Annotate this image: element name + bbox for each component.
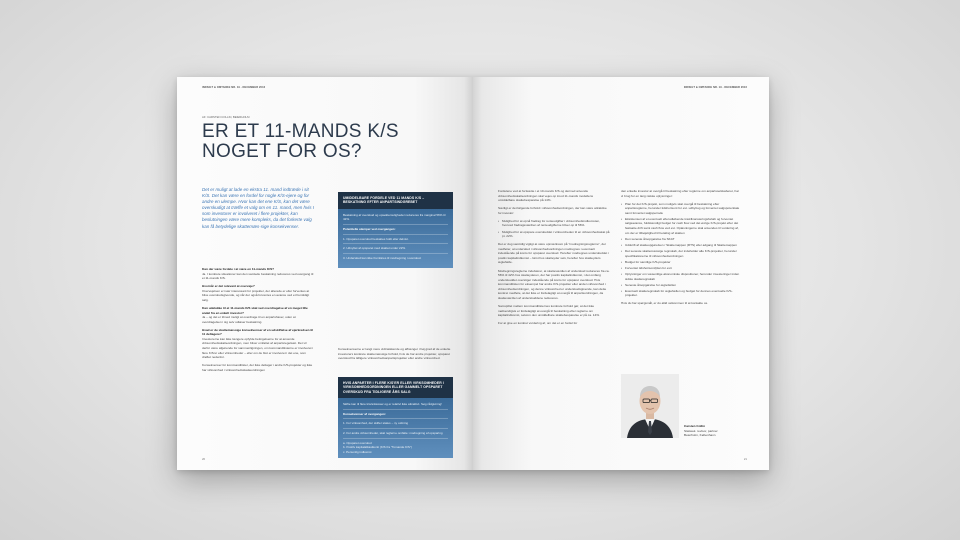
info-box-row: 3. Underskud kan ikke fremføres til modregning i overskud. — [343, 255, 422, 260]
paragraph: Hvis du har spørgsmål, er du altid velkommen til at kontakte os. — [621, 301, 709, 306]
info-box-advantages — [338, 192, 453, 268]
qa-answer: Ja. I konkrete situationer kan den samlede beskatning reduceres ved overgang til et 11-mands K/S. — [202, 271, 314, 281]
info-box-row: b. Positiv kapitalafkastkonti (K/S fra "Tomande K/S") — [343, 445, 412, 450]
headline-line-2: NOGET FOR OS? — [202, 141, 362, 162]
list-item: • Forventet tidshorisont/plan for exit — [621, 266, 741, 271]
paragraph: Fordelene ved at fortsætte i et 10-mands K/S og dermed anvende virksomhedsskatteordningen skal vejes op imod 11-mands modellens umiddelbare skattebesparelse på 14%. — [498, 189, 594, 203]
list-item: • Det seneste skattemæssige regnskab, der indeholder alle K/S-projekter, herunder specifikationerne til virksomhedsordningen — [621, 249, 741, 258]
list-item: • Seneste årsopgørelse for ægtefællen — [621, 283, 741, 288]
magazine-spread — [177, 77, 769, 470]
list-item: • Udskrift af skatteopgørelsen / Skattemappen (RTS) eller adgang til Skattemappen — [621, 243, 741, 248]
qa-item — [202, 306, 314, 324]
qa-question: Kan udelukke til et 11-mands K/S skal ved overdragelse af en meget lille andel fra en enkelt investor? — [202, 306, 308, 315]
info-box-multiple-projects — [338, 377, 453, 458]
info-box-row: 1. For virksomhed, der skifter status – ny ordning — [343, 421, 448, 429]
qa-item — [202, 328, 314, 360]
list-item: • Eventuelt skatteregnskab for ægtefællen og budget for dennes eventuelle K/S-projekter. — [621, 289, 741, 298]
bullet-list — [498, 219, 610, 239]
qa-answer: Ja – og det er tilmed muligt at overdrage til en anpartshaver, uden at overdragelsen i sig selv udløser beskatning. — [202, 315, 296, 324]
paragraph: Særligt er det følgende forhold i virksomhedsordningen, der kan være attraktive for investor: — [498, 206, 607, 215]
info-box-body — [338, 209, 453, 269]
info-box-subtitle: Potentielle ulemper ved overgangen: — [343, 227, 448, 235]
caption-name: Carsten Collin — [684, 424, 705, 428]
running-head: INDSIGT & OMTANKE NR. 19 · DECEMBER 2016 — [202, 86, 266, 89]
caption-title: Statsaut. revisor, partner — [684, 428, 718, 433]
info-box-header: HVIS ANPARTER I FLERE K/S'ER ELLER VIRKSOMHEDER I VIRKSOMHEDSORDNINGEN ELLER GAMMELT OPSPARET OVERSKUD FRA TIDLIGERE ÅRS SALG — [338, 377, 453, 398]
info-box-body — [338, 398, 453, 458]
byline: AF: CARSTEN COLLIN, BEIERHOLM — [202, 115, 250, 119]
bullet-list — [621, 202, 741, 298]
info-box-subtitle: Konsekvenser af overgangen: — [343, 412, 448, 420]
qa-item — [202, 363, 314, 372]
info-box-row: 1. Opsparet overskud beskattes fuldt eller delvist. — [343, 237, 448, 245]
list-item: • Oplysninger om væsentlige økonomiske dispositioner, herunder investeringer inden sidste skatteregnskab — [621, 272, 741, 281]
caption-firm: Beierholm, København — [684, 433, 716, 437]
info-box-row: 2. Udnyttet af opsparet med skattet under 22%. — [343, 246, 448, 254]
list-item: • Budget for samtlige K/S-projekter — [621, 260, 741, 265]
lead-paragraph: Det er muligt at lade en ekstra 11. mand indtræde i sit K/S. Det kan være en fordel for nogle K/S-ejere og for andre en ulempe. Hvor kan det ene K/S, kan det være overskudigt at træffe et valg om en 11. mand, men hvis I som investorer er involveret i flere projekter, kan beslutningen være mere kompleks, da det forkerte valg kan få betydelige skattemæs-sige konsekvenser. — [202, 187, 314, 229]
qa-question: Hvornår er det relevant at overveje? — [202, 284, 255, 289]
right-page — [473, 77, 769, 470]
right-column-2 — [621, 189, 741, 310]
headline — [202, 122, 399, 162]
page-number: 20 — [202, 457, 206, 461]
right-column-1 — [498, 189, 610, 329]
paragraph: Det er dog samtidig vigtigt at være opmærksom på "modregningsreglerne", der medfører, at underskud i virksomhedsordningen modregnes i eventuelt indestående på konto for opsparet overskud. Herefter modregnes underskuddet i positiv kapitalindkomst – først hos skatteyder selv, herefter hos skatteyders ægtefælle. — [498, 242, 609, 265]
paragraph: For at give en konkret vurdering af, om det er en fordel for — [498, 321, 578, 326]
info-box-row: 2. For andre virksomheder, skal reglerne omfatte: modregning af opsparing — [343, 431, 448, 439]
list-item: • Eksistensen af et eventuelt efterudløbende trækfinansieringsforløb og forventet salgsavance, fuldstændigt budget for cash flow ved det øvrige K/S-projekt efter det fastsatte drift samt cash flow ved evt. Opløsningerne skal anvendes til vurdering af, om der er tilbøjelighed til betaling af skatten — [621, 217, 741, 235]
qa-question: Kan der være fordele i at være en 11-mands K/S? — [202, 267, 275, 271]
author-portrait — [621, 374, 679, 438]
running-head: INDSIGT & OMTANKE NR. 19 · DECEMBER 2016 — [683, 86, 747, 89]
info-box-header: UMIDDELBARE FORDELE VED 11 MANDS K/S – BESKATNING EFTER ANPARTSINDGREBET — [338, 192, 453, 209]
info-box-row: Skifte kan til flere k/s/anlæsser og er relativt ikke attraktivt. Søg rådgivning! — [343, 402, 448, 410]
info-box-row: a. Opsparet overskud — [343, 440, 372, 445]
page-number: 21 — [743, 457, 747, 461]
info-box-row: c. Personlig indkomst — [343, 449, 372, 454]
paragraph: den enkelte investor at overgå til beskatning efter reglerne om anpartsselskaberet, har vi brug for en lang række oplysninger: — [621, 189, 739, 198]
qa-answer: Konsekvenser for kommanditister, der ikke deltager i andre K/S-projekter og ikke har virksomhed i virksomhedsskatteordningen — [202, 363, 313, 372]
list-item: • Mulighed for at opspare overskuddet i virksomheden til en virksomhedsskat på pt. 22%. — [498, 230, 610, 239]
paragraph: Modregningsreglerne indebærer, at skatteværdien af underskud reduceres fra ca. 56% til 42% hos skatteyderen, der har positiv kapitalindkomst, i det omfang underskuddet overstiger indestående på konto for opsparet overskud. Hvis kommanditisten for eksempel har andre K/S-projekter eller anden virksomhed i virksomhedsordningen, og denne virksomhed er underskudsgivende, kan dette konkret medføre, at det ikke er fordelagtigt at overgå til anpartsordningen, da skatteværdien af underskuddene reduceres. — [498, 268, 610, 300]
qa-answer: Investorerne kan ikke længere opfylde betingelserne for at anvende virksomhedsskatteordningen, men bliver omfattet af anpartsregelsæt. Det vil derfor være afgørende for sammenligningen, om kommanditisterne er involveret i flere K/S'er eller virksomheder – eller om de blot er involveret i det ene, som drøftet nedenfor. — [202, 336, 314, 360]
portrait-illustration — [621, 374, 679, 438]
left-page — [177, 77, 473, 470]
qa-item — [202, 284, 314, 302]
qa-question: Hvad er de skattemæssige konsekvenser af en udskiftelse af ejerkredsen til 11 deltagere? — [202, 327, 314, 337]
list-item: • Plan for det K/S-projekt, som muligvis skal overgå til beskatning efter anpartsreglerne, herunder tidshorisont for evt. udbyttug og forventet salgspotentiale samt forventet salgsperiode — [621, 202, 741, 216]
left-column-1 — [202, 267, 314, 376]
list-item: • Den seneste årsopgørelse fra SKAT — [621, 237, 741, 242]
left-column-2-text: Konsekvenserne er langt mere vidtrækkende og afhænger i høj grad af de enkelte investorers konkrete skattemæssige forhold, hvis de har andre projekter, opsparet overskud fra tidligere virksomhedsanpartsprojekter eller andre virksomhed. — [338, 347, 451, 361]
list-item: • Mulighed for at opnå fradrag for renteudgifter i virksomhedsindkomsten, hvorved fradragsværdien af renteudgifterne bliver op til 56%. — [498, 219, 610, 228]
qa-item — [202, 267, 314, 281]
info-box-row: Beskatning af overskud og opsøktemuligheder reduceres fra marginal 56% til 42%. — [343, 213, 448, 225]
headline-line-1: ER ET 11-MANDS K/S — [202, 121, 399, 142]
qa-answer: Overvejelsen er især interessant for projekter, der allerede er eller forventes at blive overskudsgivende, og når der også forventes en avance ved et fremtidigt salg. — [202, 288, 310, 302]
paragraph: Samspillet mellem kommanditisternes konkrete forhold gør, at det ikke nødvendigvis er fordelagtigt at overgå til beskatning efter reglerne om kapitalindkomst, selvom den umiddelbare skattebesparelse er på ca. 14%. — [498, 304, 600, 318]
portrait-caption — [684, 424, 718, 438]
